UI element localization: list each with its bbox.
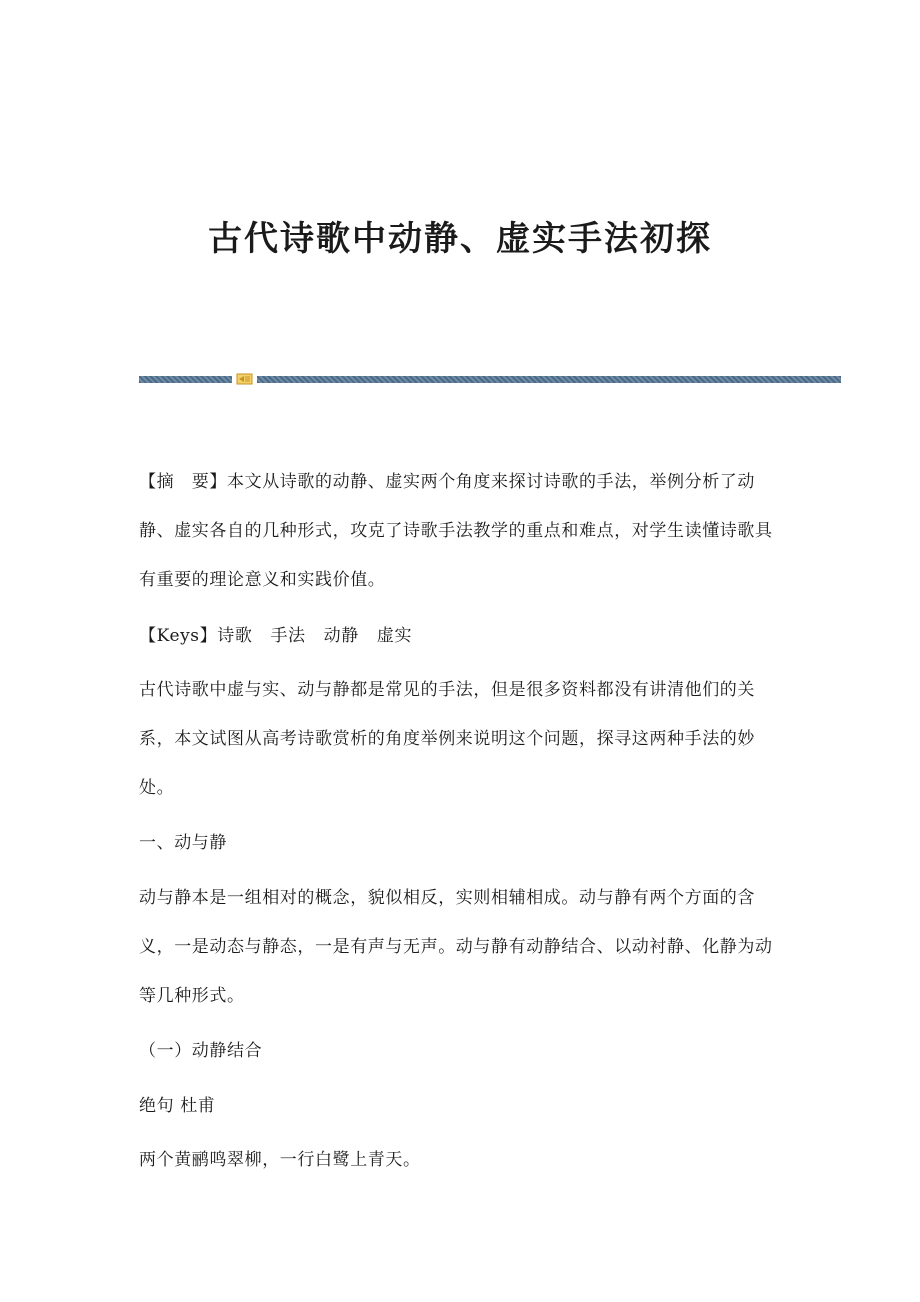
poem-title: 绝句 杜甫 — [139, 1096, 216, 1116]
intro-paragraph: 古代诗歌中虚与实、动与静都是常见的手法，但是很多资料都没有讲清他们的关系，本文试图从高考诗歌赏析的角度举例来说明这个问题，探寻这两种手法的妙处。 — [139, 680, 755, 798]
divider-bar-left — [139, 376, 232, 383]
divider-emblem-icon — [236, 373, 253, 385]
keyword-item: 手法 — [270, 626, 306, 646]
divider-bar-right — [257, 376, 841, 383]
keywords-label: 【Keys】 — [139, 626, 218, 646]
abstract-paragraph: 【摘 要】本文从诗歌的动静、虚实两个角度来探讨诗歌的手法，举例分析了动静、虚实各自的几种形式，攻克了诗歌手法教学的重点和难点，对学生读懂诗歌具有重要的理论意义和实践价值。 — [139, 472, 773, 590]
keywords-line — [139, 612, 779, 661]
document-title: 古代诗歌中动静、虚实手法初探 — [208, 219, 712, 259]
subsection-heading: （一）动静结合 — [139, 1041, 263, 1061]
section-body-paragraph: 动与静本是一组相对的概念，貌似相反，实则相辅相成。动与静有两个方面的含义，一是动态与静态，一是有声与无声。动与静有动静结合、以动衬静、化静为动等几种形式。 — [139, 888, 773, 1006]
title-divider — [139, 373, 841, 385]
section-heading: 一、动与静 — [139, 833, 227, 853]
poem-line: 两个黄鹂鸣翠柳，一行白鹭上青天。 — [139, 1150, 421, 1170]
keyword-item: 动静 — [323, 626, 359, 646]
keyword-item: 诗歌 — [217, 626, 253, 646]
keyword-item: 虚实 — [376, 626, 413, 646]
